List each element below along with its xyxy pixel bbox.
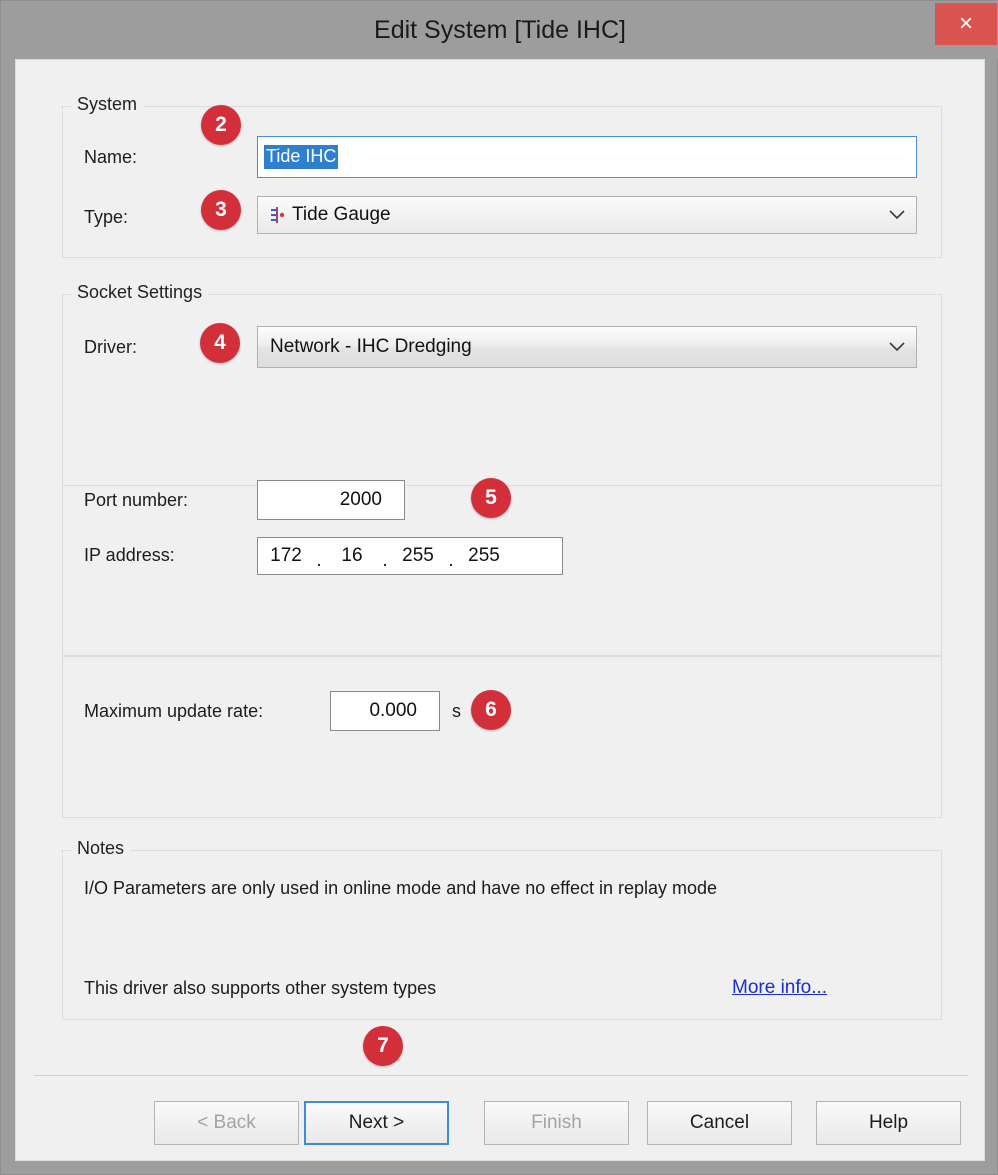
- update-rate-unit: s: [452, 701, 461, 721]
- ip-separator-1: .: [316, 550, 322, 571]
- name-input[interactable]: [257, 136, 917, 178]
- tide-gauge-icon: [266, 204, 288, 226]
- dialog-titlebar: [1, 1, 998, 59]
- callout-badge-7: 7: [363, 1026, 403, 1066]
- notes-group-label: Notes: [71, 838, 130, 859]
- callout-badge-2: 2: [201, 105, 241, 145]
- driver-label: Driver:: [84, 337, 137, 357]
- system-group: [62, 94, 942, 258]
- more-info-link[interactable]: More info...: [732, 977, 828, 998]
- ip-octet-1[interactable]: 172: [270, 545, 302, 566]
- ip-label: IP address:: [84, 545, 175, 565]
- callout-badge-4: 4: [200, 323, 240, 363]
- next-button[interactable]: Next >: [304, 1101, 449, 1145]
- ip-octet-4[interactable]: 255: [468, 545, 500, 566]
- driver-select[interactable]: [257, 326, 917, 368]
- close-icon[interactable]: ×: [935, 3, 997, 45]
- name-input-value: Tide IHC: [264, 145, 338, 169]
- ip-octet-2[interactable]: 16: [341, 545, 363, 566]
- notes-line-2: This driver also supports other system types: [84, 978, 437, 998]
- driver-select-value: Network - IHC Dredging: [270, 336, 472, 357]
- ip-separator-3: .: [448, 550, 454, 571]
- chevron-down-icon: [888, 206, 906, 224]
- ip-address-input[interactable]: [257, 537, 563, 575]
- port-label: Port number:: [84, 490, 189, 510]
- help-button[interactable]: Help: [816, 1101, 961, 1145]
- dialog-title: Edit System [Tide IHC]: [374, 16, 626, 44]
- socket-group-label: Socket Settings: [71, 282, 208, 303]
- name-label: Name:: [84, 147, 138, 167]
- update-rate-label: Maximum update rate:: [84, 701, 264, 721]
- update-rate-input[interactable]: 0.000: [330, 691, 440, 731]
- type-select[interactable]: [257, 196, 917, 234]
- callout-badge-6: 6: [471, 690, 511, 730]
- type-label: Type:: [84, 207, 129, 227]
- notes-line-1: I/O Parameters are only used in online mode and have no effect in replay mode: [84, 878, 718, 898]
- finish-button: Finish: [484, 1101, 629, 1145]
- update-rate-panel: [62, 656, 942, 818]
- callout-badge-5: 5: [471, 478, 511, 518]
- socket-driver-group: [62, 282, 942, 486]
- port-input[interactable]: 2000: [257, 480, 405, 520]
- system-group-label: System: [71, 94, 143, 115]
- footer-divider: [34, 1075, 968, 1076]
- dialog-client-area: [15, 59, 985, 1161]
- type-select-value: Tide Gauge: [292, 204, 391, 225]
- cancel-button[interactable]: Cancel: [647, 1101, 792, 1145]
- back-button: < Back: [154, 1101, 299, 1145]
- ip-octet-3[interactable]: 255: [402, 545, 434, 566]
- callout-badge-3: 3: [201, 190, 241, 230]
- chevron-down-icon: [888, 338, 906, 356]
- ip-separator-2: .: [382, 550, 388, 571]
